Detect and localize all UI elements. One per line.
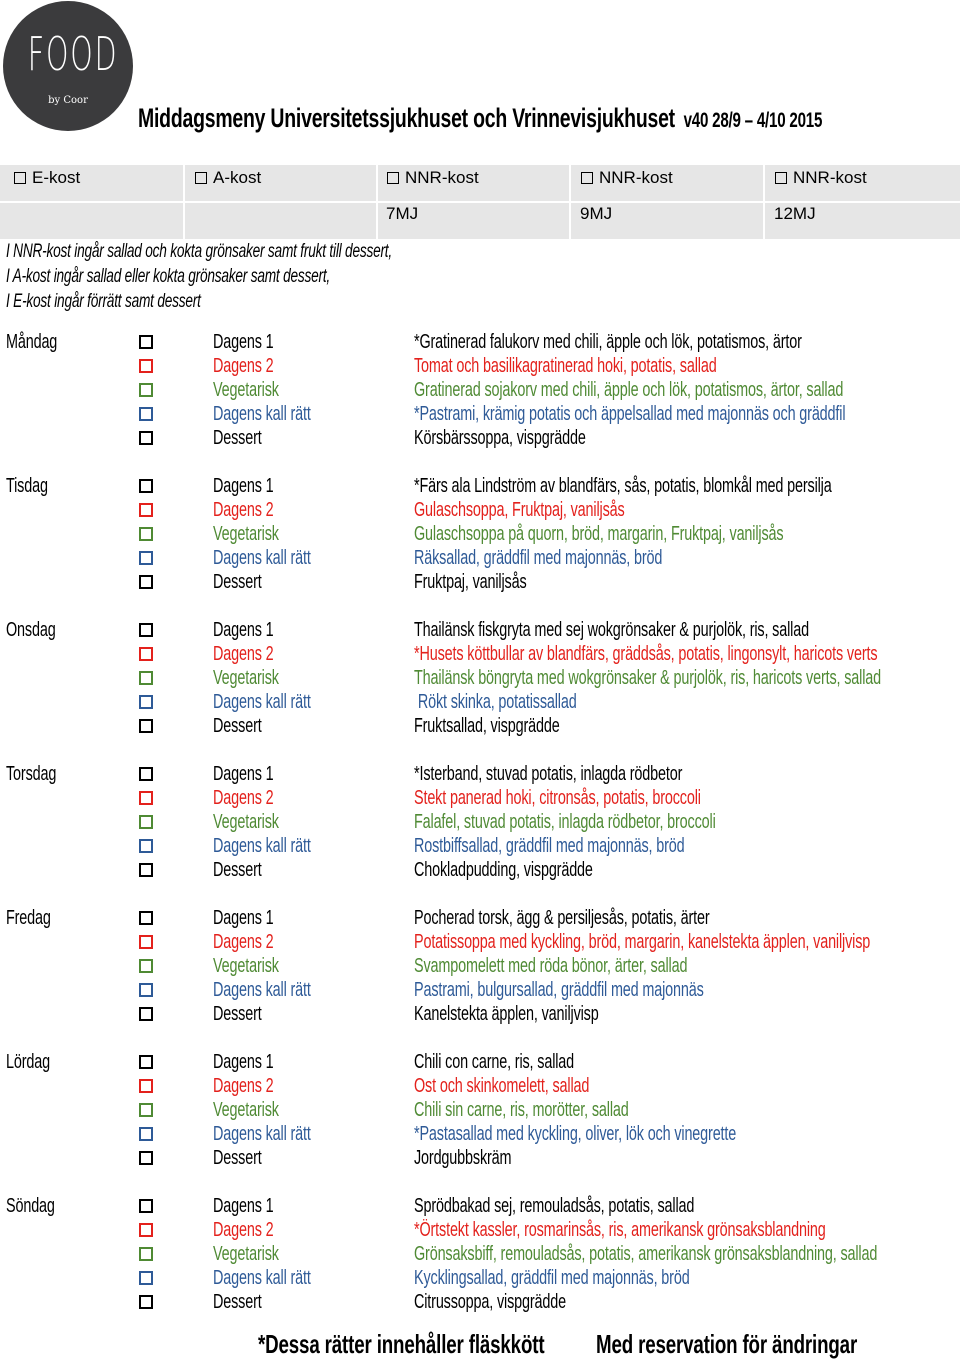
day-label: Onsdag bbox=[6, 619, 56, 641]
checkbox-icon[interactable] bbox=[139, 551, 153, 565]
menu-row-vegetarisk bbox=[0, 1243, 960, 1267]
checkbox-icon[interactable] bbox=[139, 719, 153, 733]
day-label: Söndag bbox=[6, 1195, 55, 1217]
menu-row-dagens-kall-ratt bbox=[0, 547, 960, 571]
menu-row-dagens-1 bbox=[0, 619, 960, 643]
menu-dish: Stekt panerad hoki, citronsås, potatis, broccoli bbox=[414, 787, 701, 809]
checkbox-icon[interactable] bbox=[139, 527, 153, 541]
checkbox-icon[interactable] bbox=[139, 1223, 153, 1237]
menu-dish: Fruktpaj, vaniljsås bbox=[414, 571, 527, 593]
checkbox-icon[interactable] bbox=[139, 623, 153, 637]
menu-row-dagens-1 bbox=[0, 475, 960, 499]
diet-option-nnr-12mj[interactable]: NNR-kost bbox=[775, 168, 867, 188]
diet-option-nnr-9mj[interactable]: NNR-kost bbox=[581, 168, 673, 188]
menu-dish: Tomat och basilikagratinerad hoki, potatis, sallad bbox=[414, 355, 717, 377]
footer-reservation-note: Med reservation för ändringar bbox=[596, 1329, 858, 1359]
menu-row-dessert bbox=[0, 859, 960, 883]
menu-category: Dagens kall rätt bbox=[213, 1267, 311, 1289]
menu-dish: Rostbiffsallad, gräddfil med majonnäs, bröd bbox=[414, 835, 685, 857]
checkbox-icon[interactable] bbox=[139, 575, 153, 589]
menu-category: Dagens kall rätt bbox=[213, 835, 311, 857]
menu-dish: Jordgubbskräm bbox=[414, 1147, 512, 1169]
menu-category: Dessert bbox=[213, 1291, 262, 1313]
menu-row-dagens-2 bbox=[0, 787, 960, 811]
menu-dish: Gulaschsoppa på quorn, bröd, margarin, Fruktpaj, vaniljsås bbox=[414, 523, 784, 545]
logo-word: FOOD bbox=[27, 27, 119, 81]
checkbox-icon[interactable] bbox=[139, 839, 153, 853]
menu-dish: Räksallad, gräddfil med majonnäs, bröd bbox=[414, 547, 663, 569]
checkbox-icon[interactable] bbox=[139, 407, 153, 421]
checkbox-icon[interactable] bbox=[139, 1271, 153, 1285]
checkbox-icon[interactable] bbox=[775, 172, 787, 184]
menu-dish: Chili con carne, ris, sallad bbox=[414, 1051, 575, 1073]
logo-by-line: by Coor bbox=[48, 95, 88, 106]
menu-row-vegetarisk bbox=[0, 379, 960, 403]
menu-category: Dessert bbox=[213, 1147, 262, 1169]
menu-category: Dagens kall rätt bbox=[213, 403, 311, 425]
menu-dish: *Isterband, stuvad potatis, inlagda rödbetor bbox=[414, 763, 683, 785]
menu-dish: Sprödbakad sej, remouladsås, potatis, sallad bbox=[414, 1195, 695, 1217]
menu-row-dagens-1 bbox=[0, 907, 960, 931]
menu-dish: Kycklingsallad, gräddfil med majonnäs, bröd bbox=[414, 1267, 690, 1289]
day-label: Tisdag bbox=[6, 475, 48, 497]
menu-dish: Chili sin carne, ris, morötter, sallad bbox=[414, 1099, 629, 1121]
menu-category: Vegetarisk bbox=[213, 667, 279, 689]
food-by-coor-logo bbox=[3, 1, 133, 131]
checkbox-icon[interactable] bbox=[139, 1103, 153, 1117]
menu-category: Dagens 1 bbox=[213, 331, 274, 353]
menu-title: Middagsmeny Universitetssjukhuset och Vrinnevisjukhuset bbox=[138, 103, 675, 133]
menu-category: Dagens kall rätt bbox=[213, 691, 311, 713]
day-label: Lördag bbox=[6, 1051, 50, 1073]
diet-energy-7mj: 7MJ bbox=[386, 204, 419, 223]
diet-energy-9mj: 9MJ bbox=[580, 204, 613, 223]
menu-dish: Gulaschsoppa, Fruktpaj, vaniljsås bbox=[414, 499, 625, 521]
menu-dish: Svampomelett med röda bönor, ärter, sallad bbox=[414, 955, 688, 977]
menu-row-dagens-2 bbox=[0, 1219, 960, 1243]
checkbox-icon[interactable] bbox=[139, 1007, 153, 1021]
menu-row-dagens-2 bbox=[0, 355, 960, 379]
menu-category: Dagens 1 bbox=[213, 907, 274, 929]
menu-row-dessert bbox=[0, 427, 960, 451]
note-nnr-kost: I NNR-kost ingår sallad och kokta grönsaker samt frukt till dessert, bbox=[6, 241, 392, 262]
menu-dish: *Gratinerad falukorv med chili, äpple och lök, potatismos, ärtor bbox=[414, 331, 802, 353]
day-label: Torsdag bbox=[6, 763, 57, 785]
menu-category: Dagens 2 bbox=[213, 643, 274, 665]
menu-dish: Gratinerad sojakorv med chili, äpple och lök, potatismos, ärtor, sallad bbox=[414, 379, 844, 401]
note-a-kost: I A-kost ingår sallad eller kokta grönsaker samt dessert, bbox=[6, 266, 331, 287]
checkbox-icon[interactable] bbox=[139, 695, 153, 709]
menu-row-dagens-kall-ratt bbox=[0, 979, 960, 1003]
menu-row-vegetarisk bbox=[0, 1099, 960, 1123]
menu-dish: Pastrami, bulgursallad, gräddfil med majonnäs bbox=[414, 979, 704, 1001]
menu-category: Vegetarisk bbox=[213, 379, 279, 401]
checkbox-icon[interactable] bbox=[139, 671, 153, 685]
checkbox-icon[interactable] bbox=[139, 1247, 153, 1261]
menu-row-dagens-2 bbox=[0, 1075, 960, 1099]
menu-category: Vegetarisk bbox=[213, 1243, 279, 1265]
menu-row-dagens-2 bbox=[0, 931, 960, 955]
menu-dish: Falafel, stuvad potatis, inlagda rödbetor, broccoli bbox=[414, 811, 716, 833]
menu-category: Dagens 2 bbox=[213, 787, 274, 809]
menu-version: v40 28/9 – 4/10 2015 bbox=[683, 109, 823, 132]
menu-dish: Rökt skinka, potatissallad bbox=[414, 691, 577, 713]
menu-category: Dagens 2 bbox=[213, 499, 274, 521]
checkbox-icon[interactable] bbox=[387, 172, 399, 184]
day-label: Fredag bbox=[6, 907, 51, 929]
menu-row-dagens-kall-ratt bbox=[0, 691, 960, 715]
checkbox-icon[interactable] bbox=[581, 172, 593, 184]
menu-category: Dagens 1 bbox=[213, 1051, 274, 1073]
menu-category: Dagens 1 bbox=[213, 475, 274, 497]
menu-category: Dagens kall rätt bbox=[213, 1123, 311, 1145]
menu-dish: *Färs ala Lindström av blandfärs, sås, potatis, blomkål med persilja bbox=[414, 475, 832, 497]
checkbox-icon[interactable] bbox=[139, 1079, 153, 1093]
menu-row-dagens-1 bbox=[0, 331, 960, 355]
menu-dish: *Pastrami, krämig potatis och äppelsallad med majonnäs och gräddfil bbox=[414, 403, 846, 425]
checkbox-icon[interactable] bbox=[14, 172, 26, 184]
menu-dish: Fruktsallad, vispgrädde bbox=[414, 715, 560, 737]
menu-dish: *Husets köttbullar av blandfärs, gräddsås, potatis, lingonsylt, haricots verts bbox=[414, 643, 878, 665]
checkbox-icon[interactable] bbox=[139, 1199, 153, 1213]
footer-pork-note: *Dessa rätter innehåller fläskkött bbox=[258, 1329, 545, 1359]
checkbox-icon[interactable] bbox=[139, 359, 153, 373]
checkbox-icon[interactable] bbox=[139, 1055, 153, 1069]
diet-energy-12mj: 12MJ bbox=[774, 204, 816, 223]
menu-dish: Ost och skinkomelett, sallad bbox=[414, 1075, 590, 1097]
menu-row-dessert bbox=[0, 571, 960, 595]
menu-row-vegetarisk bbox=[0, 523, 960, 547]
menu-category: Vegetarisk bbox=[213, 523, 279, 545]
menu-row-dagens-2 bbox=[0, 643, 960, 667]
checkbox-icon[interactable] bbox=[139, 911, 153, 925]
menu-dish: Pocherad torsk, ägg & persiljesås, potatis, ärter bbox=[414, 907, 710, 929]
checkbox-icon[interactable] bbox=[139, 815, 153, 829]
checkbox-icon[interactable] bbox=[139, 383, 153, 397]
menu-category: Dagens 2 bbox=[213, 1219, 274, 1241]
menu-dish: Chokladpudding, vispgrädde bbox=[414, 859, 593, 881]
menu-row-dagens-kall-ratt bbox=[0, 835, 960, 859]
checkbox-icon[interactable] bbox=[139, 1295, 153, 1309]
diet-bar-divider bbox=[0, 201, 960, 203]
diet-option-e-kost[interactable]: E-kost bbox=[14, 168, 80, 188]
menu-dish: *Pastasallad med kyckling, oliver, lök och vinegrette bbox=[414, 1123, 737, 1145]
checkbox-icon[interactable] bbox=[139, 647, 153, 661]
checkbox-icon[interactable] bbox=[195, 172, 207, 184]
menu-row-dessert bbox=[0, 715, 960, 739]
menu-row-vegetarisk bbox=[0, 667, 960, 691]
menu-category: Vegetarisk bbox=[213, 811, 279, 833]
checkbox-icon[interactable] bbox=[139, 983, 153, 997]
menu-category: Dagens kall rätt bbox=[213, 547, 311, 569]
checkbox-icon[interactable] bbox=[139, 959, 153, 973]
diet-option-a-kost[interactable]: A-kost bbox=[195, 168, 261, 188]
diet-option-nnr-7mj[interactable]: NNR-kost bbox=[387, 168, 479, 188]
menu-row-dagens-1 bbox=[0, 1051, 960, 1075]
menu-category: Dagens 1 bbox=[213, 619, 274, 641]
menu-dish: Thailänsk böngryta med wokgrönsaker & purjolök, ris, haricots verts, sallad bbox=[414, 667, 882, 689]
menu-category: Vegetarisk bbox=[213, 955, 279, 977]
menu-category: Dessert bbox=[213, 427, 262, 449]
menu-row-dagens-1 bbox=[0, 763, 960, 787]
menu-dish: Grönsaksbiff, remouladsås, potatis, amerikansk grönsaksblandning, sallad bbox=[414, 1243, 878, 1265]
checkbox-icon[interactable] bbox=[139, 863, 153, 877]
menu-category: Dagens 1 bbox=[213, 1195, 274, 1217]
checkbox-icon[interactable] bbox=[139, 767, 153, 781]
menu-row-dessert bbox=[0, 1147, 960, 1171]
checkbox-icon[interactable] bbox=[139, 503, 153, 517]
menu-row-dagens-2 bbox=[0, 499, 960, 523]
menu-row-dessert bbox=[0, 1003, 960, 1027]
page-title bbox=[138, 103, 844, 134]
menu-category: Dessert bbox=[213, 859, 262, 881]
menu-row-vegetarisk bbox=[0, 955, 960, 979]
menu-category: Dagens 1 bbox=[213, 763, 274, 785]
menu-row-dagens-kall-ratt bbox=[0, 1267, 960, 1291]
menu-dish: *Örtstekt kassler, rosmarinsås, ris, amerikansk grönsaksblandning bbox=[414, 1219, 826, 1241]
checkbox-icon[interactable] bbox=[139, 1151, 153, 1165]
menu-row-dessert bbox=[0, 1291, 960, 1315]
menu-category: Dagens 2 bbox=[213, 1075, 274, 1097]
checkbox-icon[interactable] bbox=[139, 935, 153, 949]
menu-category: Dagens 2 bbox=[213, 355, 274, 377]
menu-row-dagens-kall-ratt bbox=[0, 1123, 960, 1147]
menu-row-vegetarisk bbox=[0, 811, 960, 835]
day-label: Måndag bbox=[6, 331, 58, 353]
menu-category: Vegetarisk bbox=[213, 1099, 279, 1121]
checkbox-icon[interactable] bbox=[139, 431, 153, 445]
note-e-kost: I E-kost ingår förrätt samt dessert bbox=[6, 291, 201, 312]
checkbox-icon[interactable] bbox=[139, 479, 153, 493]
menu-category: Dessert bbox=[213, 715, 262, 737]
checkbox-icon[interactable] bbox=[139, 791, 153, 805]
menu-category: Dessert bbox=[213, 1003, 262, 1025]
menu-category: Dagens 2 bbox=[213, 931, 274, 953]
menu-category: Dagens kall rätt bbox=[213, 979, 311, 1001]
menu-dish: Potatissoppa med kyckling, bröd, margarin, kanelstekta äpplen, vaniljvisp bbox=[414, 931, 871, 953]
menu-dish: Körsbärssoppa, vispgrädde bbox=[414, 427, 586, 449]
menu-dish: Citrussoppa, vispgrädde bbox=[414, 1291, 566, 1313]
checkbox-icon[interactable] bbox=[139, 1127, 153, 1141]
menu-category: Dessert bbox=[213, 571, 262, 593]
menu-row-dagens-1 bbox=[0, 1195, 960, 1219]
menu-dish: Thailänsk fiskgryta med sej wokgrönsaker & purjolök, ris, sallad bbox=[414, 619, 809, 641]
menu-row-dagens-kall-ratt bbox=[0, 403, 960, 427]
checkbox-icon[interactable] bbox=[139, 335, 153, 349]
menu-dish: Kanelstekta äpplen, vaniljvisp bbox=[414, 1003, 599, 1025]
